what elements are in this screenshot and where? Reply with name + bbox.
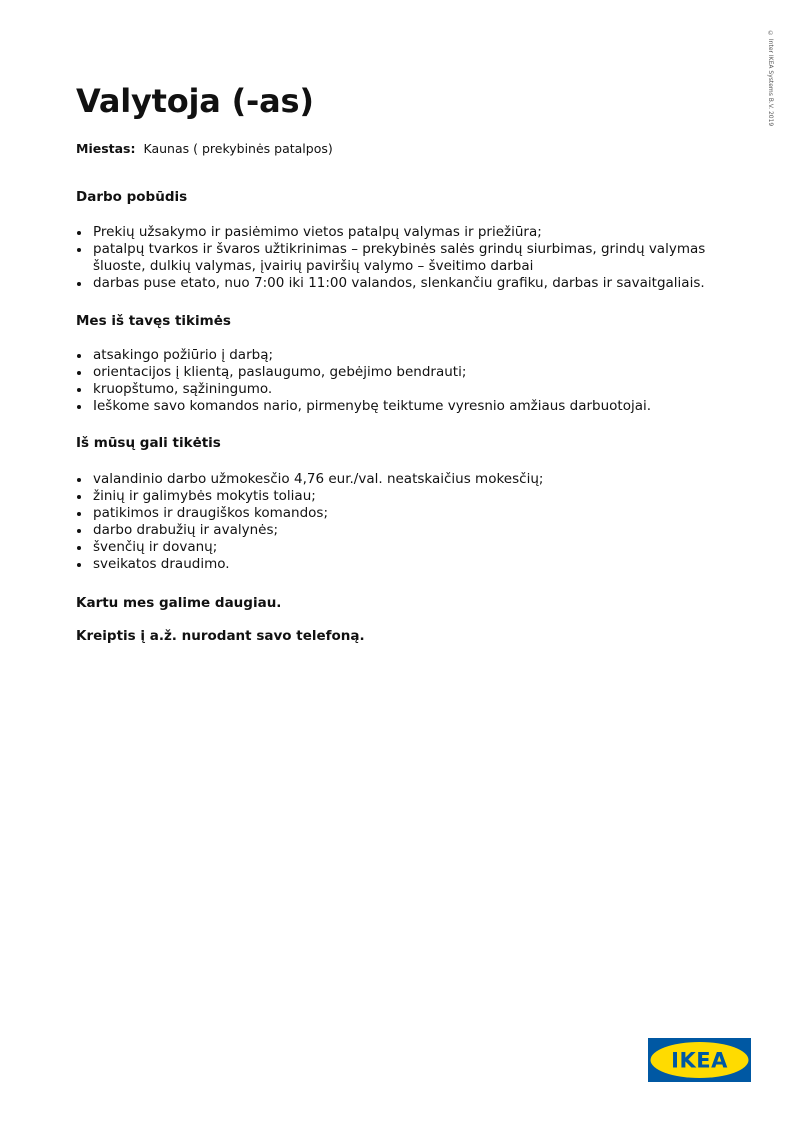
section-heading-expectations: Mes iš tavęs tikimės: [76, 313, 231, 329]
page-title: Valytoja (-as): [76, 82, 314, 120]
location-value: Kaunas ( prekybinės patalpos): [143, 141, 333, 156]
contact-instruction: Kreiptis į a.ž. nurodant savo telefoną.: [76, 628, 365, 644]
list-item: patalpų tvarkos ir švaros užtikrinimas – prekybinės salės grindų siurbimas, grindų valymas šluoste, dulkių valymas, įvairių paviršių valymo – šveitimo darbai: [76, 241, 756, 275]
expectations-list: [76, 347, 756, 415]
location-line: [76, 141, 333, 156]
list-item: kruopštumo, sąžiningumo.: [76, 381, 756, 398]
list-item: valandinio darbo užmokesčio 4,76 eur./val. neatskaičius mokesčių;: [76, 471, 756, 488]
benefits-list: [76, 471, 756, 573]
list-item: patikimos ir draugiškos komandos;: [76, 505, 756, 522]
list-item: žinių ir galimybės mokytis toliau;: [76, 488, 756, 505]
section-heading-work-nature: Darbo pobūdis: [76, 189, 188, 205]
list-item: Ieškome savo komandos nario, pirmenybę teiktume vyresnio amžiaus darbuotojai.: [76, 398, 756, 415]
location-label: Miestas:: [76, 141, 136, 156]
list-item: Prekių užsakymo ir pasiėmimo vietos patalpų valymas ir priežiūra;: [76, 224, 756, 241]
list-item: atsakingo požiūrio į darbą;: [76, 347, 756, 364]
list-item: darbo drabužių ir avalynės;: [76, 522, 756, 539]
list-item: sveikatos draudimo.: [76, 556, 756, 573]
work-nature-list: [76, 224, 756, 292]
ikea-logo: [648, 1038, 751, 1082]
slogan: Kartu mes galime daugiau.: [76, 595, 282, 611]
list-item: orientacijos į klientą, paslaugumo, gebėjimo bendrauti;: [76, 364, 756, 381]
section-heading-benefits: Iš mūsų gali tikėtis: [76, 435, 221, 451]
logo-wordmark: IKEA: [671, 1048, 728, 1073]
list-item: darbas puse etato, nuo 7:00 iki 11:00 valandos, slenkančiu grafiku, darbas ir savaitgaliais.: [76, 275, 756, 292]
copyright-notice: © Inter IKEA Systems B.V. 2019: [767, 30, 774, 127]
list-item: švenčių ir dovanų;: [76, 539, 756, 556]
